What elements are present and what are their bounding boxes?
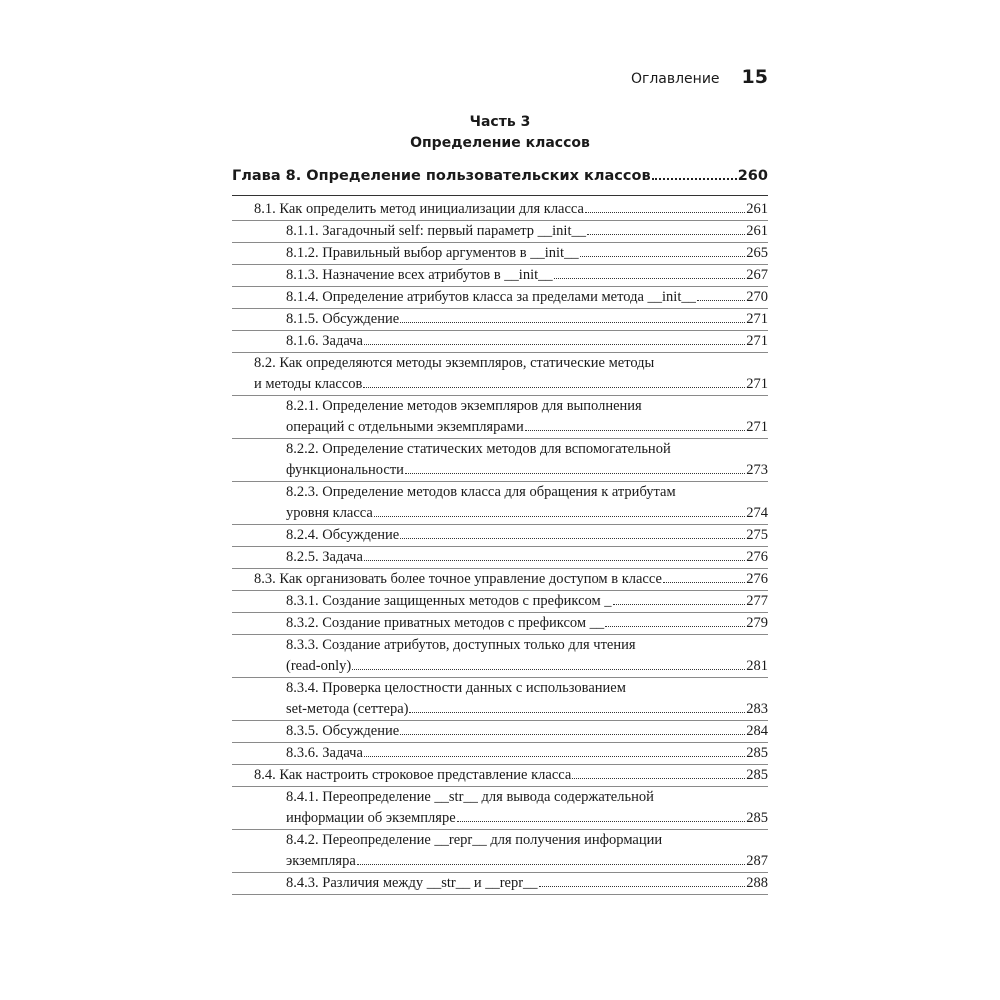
toc-entry-title: функциональности bbox=[286, 462, 404, 478]
toc-page-number: 274 bbox=[746, 505, 768, 521]
toc-entry-title: 8.3. Как организовать более точное управление доступом в классе bbox=[254, 571, 662, 587]
toc-page-number: 271 bbox=[746, 333, 768, 349]
toc-page-number: 267 bbox=[746, 267, 768, 283]
dot-leader bbox=[539, 885, 746, 887]
toc-entry-title: 8.2.5. Задача bbox=[286, 549, 363, 565]
toc-subsection[interactable] bbox=[232, 547, 768, 569]
toc-entry-title-line: 8.2. Как определяются методы экземпляров, статические методы bbox=[254, 355, 655, 371]
dot-leader bbox=[364, 755, 745, 757]
toc-entry-title-line: 8.4.2. Переопределение __repr__ для получения информации bbox=[286, 832, 663, 848]
chapter-page: 260 bbox=[737, 168, 768, 184]
dot-leader bbox=[697, 299, 745, 301]
toc-page-number: 276 bbox=[746, 571, 768, 587]
dot-leader bbox=[613, 603, 746, 605]
toc-entry-title: 8.4.3. Различия между __str__ и __repr__ bbox=[286, 875, 538, 891]
toc-subsection[interactable] bbox=[232, 678, 768, 721]
dot-leader bbox=[525, 429, 746, 431]
chapter-rule bbox=[232, 195, 768, 196]
chapter-heading[interactable] bbox=[232, 168, 768, 188]
toc-entry-title: 8.1.2. Правильный выбор аргументов в __init__ bbox=[286, 245, 579, 261]
toc-page-number: 261 bbox=[746, 223, 768, 239]
toc-subsection[interactable] bbox=[232, 743, 768, 765]
toc-entry-title: 8.1. Как определить метод инициализации для класса bbox=[254, 201, 584, 217]
toc-subsection[interactable] bbox=[232, 591, 768, 613]
toc-subsection[interactable] bbox=[232, 613, 768, 635]
toc-subsection[interactable] bbox=[232, 721, 768, 743]
toc-entry-title: 8.1.1. Загадочный self: первый параметр __init__ bbox=[286, 223, 586, 239]
toc-subsection[interactable] bbox=[232, 309, 768, 331]
toc-entry-title: 8.3.6. Задача bbox=[286, 745, 363, 761]
toc-subsection[interactable] bbox=[232, 830, 768, 873]
toc-subsection[interactable] bbox=[232, 439, 768, 482]
dot-leader bbox=[409, 711, 745, 713]
toc-subsection[interactable] bbox=[232, 873, 768, 895]
toc-entry-title: 8.1.4. Определение атрибутов класса за пределами метода __init__ bbox=[286, 289, 696, 305]
dot-leader bbox=[400, 733, 745, 735]
toc-section[interactable] bbox=[232, 569, 768, 591]
toc-page-number: 283 bbox=[746, 701, 768, 717]
toc-page-number: 270 bbox=[746, 289, 768, 305]
dot-leader bbox=[363, 386, 745, 388]
toc-section[interactable] bbox=[232, 353, 768, 396]
toc-list bbox=[232, 199, 768, 895]
dot-leader bbox=[585, 211, 745, 213]
dot-leader bbox=[352, 668, 745, 670]
dot-leader bbox=[572, 777, 745, 779]
part-heading bbox=[232, 112, 768, 154]
dot-leader bbox=[652, 177, 737, 180]
dot-leader bbox=[605, 625, 745, 627]
toc-page-number: 275 bbox=[746, 527, 768, 543]
page-number: 15 bbox=[741, 66, 768, 88]
toc-entry-title: 8.3.5. Обсуждение bbox=[286, 723, 400, 739]
toc-entry-title: уровня класса bbox=[286, 505, 373, 521]
dot-leader bbox=[580, 255, 746, 257]
toc-entry-title: 8.1.5. Обсуждение bbox=[286, 311, 400, 327]
dot-leader bbox=[405, 472, 745, 474]
running-head-title: Оглавление bbox=[630, 71, 720, 87]
toc-section[interactable] bbox=[232, 765, 768, 787]
toc-entry-title: 8.1.3. Назначение всех атрибутов в __init__ bbox=[286, 267, 553, 283]
toc-entry-title: 8.1.6. Задача bbox=[286, 333, 363, 349]
toc-entry-title: экземпляра bbox=[286, 853, 356, 869]
toc-page-number: 285 bbox=[746, 810, 768, 826]
toc-subsection[interactable] bbox=[232, 396, 768, 439]
toc-entry-title-line: 8.2.3. Определение методов класса для обращения к атрибутам bbox=[286, 484, 676, 500]
toc-page-number: 271 bbox=[746, 419, 768, 435]
toc-page-number: 265 bbox=[746, 245, 768, 261]
toc-page-number: 271 bbox=[746, 376, 768, 392]
chapter-title: Глава 8. Определение пользовательских классов bbox=[232, 168, 651, 184]
dot-leader bbox=[587, 233, 745, 235]
toc-entry-title: 8.3.1. Создание защищенных методов с префиксом _ bbox=[286, 593, 612, 609]
dot-leader bbox=[554, 277, 746, 279]
toc-entry-title: и методы классов bbox=[254, 376, 363, 392]
toc-page-number: 285 bbox=[746, 767, 768, 783]
toc-subsection[interactable] bbox=[232, 635, 768, 678]
toc-subsection[interactable] bbox=[232, 331, 768, 353]
toc-subsection[interactable] bbox=[232, 221, 768, 243]
dot-leader bbox=[357, 863, 745, 865]
toc-page-number: 276 bbox=[746, 549, 768, 565]
dot-leader bbox=[400, 321, 745, 323]
toc-entry-title-line: 8.3.3. Создание атрибутов, доступных только для чтения bbox=[286, 637, 636, 653]
toc-entry-title: 8.3.2. Создание приватных методов с префиксом __ bbox=[286, 615, 605, 631]
toc-subsection[interactable] bbox=[232, 482, 768, 525]
toc-entry-title-line: 8.2.2. Определение статических методов для вспомогательной bbox=[286, 441, 671, 457]
toc-page-number: 281 bbox=[746, 658, 768, 674]
toc-entry-title: set-метода (сеттера) bbox=[286, 701, 409, 717]
toc-page-number: 271 bbox=[746, 311, 768, 327]
toc-entry-title: 8.2.4. Обсуждение bbox=[286, 527, 400, 543]
toc-page-number: 273 bbox=[746, 462, 768, 478]
toc-page-number: 277 bbox=[746, 593, 768, 609]
toc-subsection[interactable] bbox=[232, 265, 768, 287]
dot-leader bbox=[457, 820, 746, 822]
toc-entry-title: информации об экземпляре bbox=[286, 810, 456, 826]
toc-page-number: 279 bbox=[746, 615, 768, 631]
part-title: Определение классов bbox=[410, 135, 590, 151]
toc-section[interactable] bbox=[232, 199, 768, 221]
toc-entry-title-line: 8.3.4. Проверка целостности данных с использованием bbox=[286, 680, 626, 696]
toc-entry-title: операций с отдельными экземплярами bbox=[286, 419, 524, 435]
dot-leader bbox=[364, 559, 745, 561]
toc-page-number: 285 bbox=[746, 745, 768, 761]
dot-leader bbox=[364, 343, 745, 345]
toc-page-number: 288 bbox=[746, 875, 768, 891]
dot-leader bbox=[374, 515, 745, 517]
toc-subsection[interactable] bbox=[232, 287, 768, 309]
toc-page-number: 287 bbox=[746, 853, 768, 869]
running-head bbox=[232, 66, 768, 96]
dot-leader bbox=[663, 581, 745, 583]
toc-subsection[interactable] bbox=[232, 243, 768, 265]
toc-entry-title: (read-only) bbox=[286, 658, 352, 674]
part-label: Часть 3 bbox=[469, 114, 531, 130]
dot-leader bbox=[400, 537, 745, 539]
toc-subsection[interactable] bbox=[232, 787, 768, 830]
toc-page-number: 261 bbox=[746, 201, 768, 217]
toc-entry-title-line: 8.2.1. Определение методов экземпляров для выполнения bbox=[286, 398, 642, 414]
toc-entry-title-line: 8.4.1. Переопределение __str__ для вывода содержательной bbox=[286, 789, 654, 805]
toc-subsection[interactable] bbox=[232, 525, 768, 547]
toc-page-number: 284 bbox=[746, 723, 768, 739]
toc-entry-title: 8.4. Как настроить строковое представление класса bbox=[254, 767, 572, 783]
